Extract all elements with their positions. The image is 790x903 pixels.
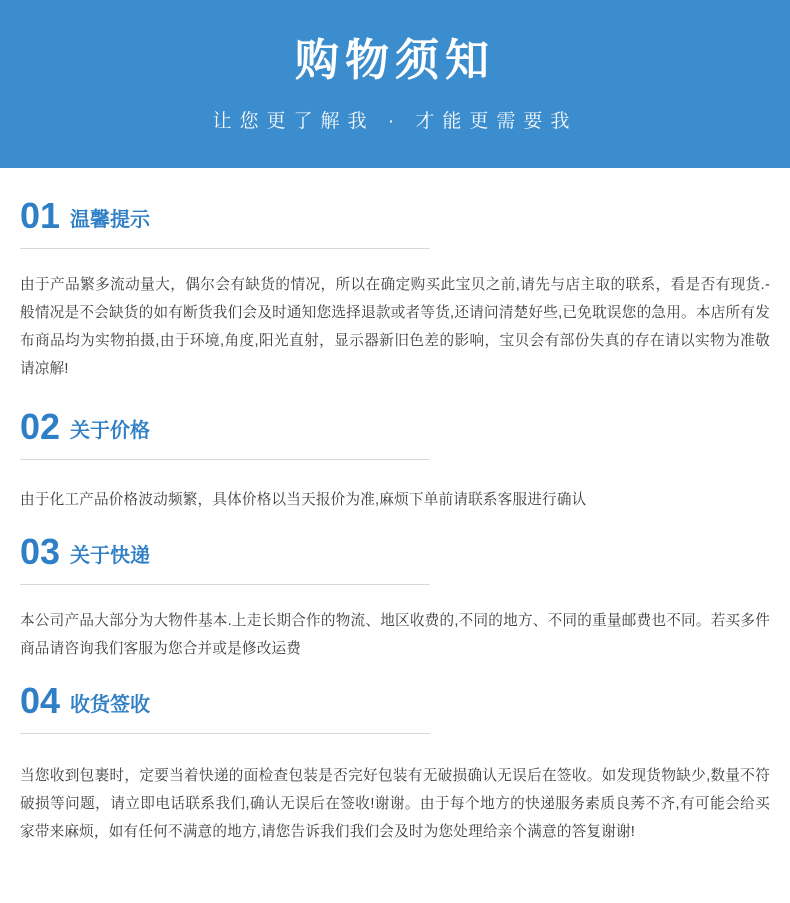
section-header [18,531,772,572]
section-body: 由于化工产品价格波动频繁，具体价格以当天报价为准,麻烦下单前请联系客服进行确认 [20,492,587,508]
page-subtitle: 让您更了解我 · 才能更需要我 [212,110,578,132]
section-title: 关于价格 [70,420,151,442]
section-header [18,680,772,721]
section-title: 温馨提示 [70,209,151,231]
section-header [18,195,772,236]
section-number: 01 [20,195,61,236]
section-receipt-signing [18,663,772,846]
page-banner [0,0,790,168]
section-body: 由于产品繁多流动量大，偶尔会有缺货的情况，所以在确定购买此宝贝之前,请先与店主取的联系，看是否有现货.-般情况是不会缺货的如有断货我们会及时通知您选择退款或者等货,还请问清楚好些,已免耽误您的急用。本店所有发布商品均为实物拍摄,由于环境,角度,阳光直射，显示器新旧色差的影响，宝贝会有部份失真的存在请以实物为准敬请凉解! [20,277,770,377]
section-number: 04 [20,680,61,721]
content-container [0,168,790,846]
section-header [18,406,772,447]
section-about-shipping [18,514,772,663]
section-number: 02 [20,406,61,447]
section-warm-tips [18,168,772,383]
section-body: 本公司产品大部分为大物件基本.上走长期合作的物流、地区收费的,不同的地方、不同的重量邮费也不同。若买多件商品请咨询我们客服为您合并或是修改运费 [20,613,770,657]
section-title: 关于快递 [70,545,151,567]
section-body: 当您收到包裹时，定要当着快递的面检查包装是否完好包装有无破损确认无误后在签收。如发现货物缺少,数量不符破损等问题，请立即电话联系我们,确认无误后在签收!谢谢。由于每个地方的快递服务素质良莠不齐,有可能会给买家带来麻烦，如有任何不满意的地方,请您告诉我们我们会及时为您处理给亲个满意的答复谢谢! [20,768,770,840]
section-about-price [18,383,772,514]
page-title: 购物须知 [295,36,495,86]
section-title: 收货签收 [70,694,151,716]
section-number: 03 [20,531,61,572]
